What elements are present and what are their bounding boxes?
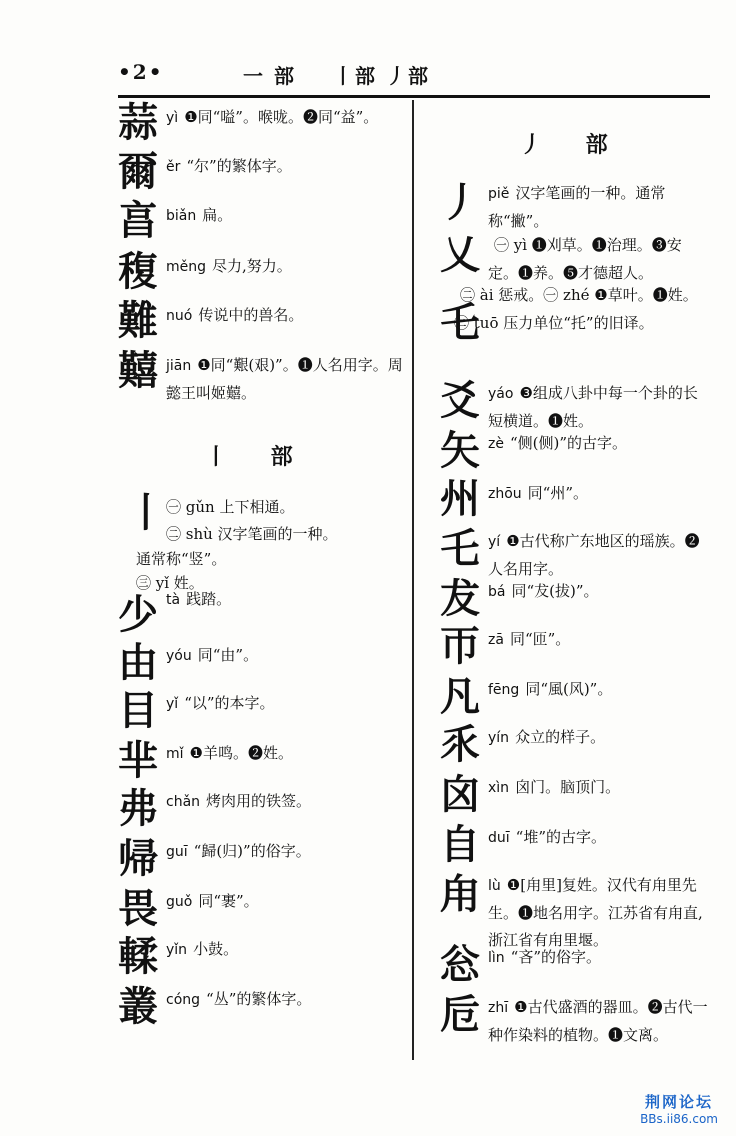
entry-char: 乇 <box>440 526 480 572</box>
entry-char: 弗 <box>118 786 158 832</box>
entry-pinyin: bá <box>488 584 506 600</box>
entry-pinyin: cóng <box>166 992 201 1008</box>
entry-char: 亯 <box>118 198 158 244</box>
entry-definition: ㊀ yì ❶刈草。❶治理。❸安定。❶养。❺才德超人。 <box>488 236 682 282</box>
entry-char: 畏 <box>118 886 158 932</box>
entry-definition: 同“裹”。 <box>198 892 259 910</box>
entry-pinyin: zā <box>488 632 504 648</box>
entry-char: 難 <box>118 298 158 344</box>
entry-pinyin: guǒ <box>166 894 193 910</box>
entry-definition: ❶同“嗌”。喉咙。❷同“益”。 <box>184 108 379 126</box>
entry-definition: 同“州”。 <box>527 484 589 502</box>
entry-definition: 众立的样子。 <box>515 728 606 746</box>
entry-char: 囟 <box>440 772 480 818</box>
entry-pinyin: tà <box>166 592 181 608</box>
entry-definition: “尔”的繁体字。 <box>186 157 292 175</box>
entry-definition: 囟门。脑顶门。 <box>515 778 621 796</box>
page-number: •2• <box>118 60 164 84</box>
section-title-pie: 丿 部 <box>520 132 626 158</box>
entry-pinyin: yáo <box>488 386 514 402</box>
entry-pinyin: xìn <box>488 780 510 796</box>
entry-pinyin: piě <box>488 186 510 202</box>
entry-pinyin: lù <box>488 878 501 894</box>
entry-definition: ㊁ shù 汉字笔画的一种。 <box>166 525 338 543</box>
section-title-gun: 丨 部 <box>205 444 311 470</box>
entry-definition: 同“由”。 <box>197 646 259 664</box>
entry-pinyin: yóu <box>166 648 192 664</box>
entry-pinyin: duī <box>488 830 510 846</box>
entry-pinyin: nuó <box>166 308 193 324</box>
column-divider <box>412 100 414 1060</box>
entry-definition: ❶羊鸣。❷姓。 <box>189 744 293 762</box>
entry-definition: 同“犮(拔)”。 <box>511 582 599 600</box>
entry-pinyin: jiān <box>166 358 192 374</box>
entry-char: 芈 <box>118 738 158 784</box>
entry-char: 卮 <box>440 992 480 1038</box>
entry-char: 叢 <box>118 984 158 1030</box>
entry-definition: “侧(侧)”的古字。 <box>509 434 628 452</box>
entry-pinyin: zhōu <box>488 486 522 502</box>
entry-definition: “丛”的繁体字。 <box>206 990 312 1008</box>
entry-definition: ㊁ ài 惩戒。㊀ zhé ❶草叶。❶姓。㊁ tuō 压力单位“托”的旧译。 <box>454 286 698 332</box>
entry-pinyin: zhī <box>488 1000 509 1016</box>
entry-definition: 小鼓。 <box>193 940 239 958</box>
entry-pinyin: chǎn <box>166 794 201 810</box>
entry-definition: 传说中的兽名。 <box>198 306 304 324</box>
entry-definition: ❶古代盛酒的器皿。❷古代一种作染料的植物。❶文离。 <box>488 998 708 1044</box>
entry-definition: “堆”的古字。 <box>515 828 606 846</box>
watermark-title: 荆网论坛 <box>645 1093 714 1111</box>
entry-definition: ❶[甪里]复姓。汉代有甪里先生。❶地名用字。江苏省有甪直,浙江省有甪里堰。 <box>488 876 703 949</box>
entry-definition: ❶古代称广东地区的瑶族。❷人名用字。 <box>488 532 700 578</box>
entry-char: 囏 <box>118 348 158 394</box>
entry-char: 矢 <box>440 428 480 474</box>
entry-char: 自 <box>440 822 480 868</box>
entry-pinyin: ěr <box>166 159 181 175</box>
entry-pinyin: guī <box>166 844 188 860</box>
entry-pinyin: biǎn <box>166 208 197 224</box>
entry-definition: ㊀ gǔn 上下相通。 <box>166 498 295 516</box>
watermark-url: BBs.ii86.com <box>640 1112 718 1126</box>
entry-definition: 扁。 <box>202 206 233 224</box>
entry-char: 稪 <box>118 249 158 295</box>
entry-definition: ❸组成八卦中每一个卦的长短横道。❶姓。 <box>488 384 698 430</box>
entry-definition: “吝”的俗字。 <box>510 948 601 966</box>
entry-char: 帰 <box>118 836 158 882</box>
entry-char: 乇 <box>440 300 480 346</box>
entry-char: 凡 <box>440 674 480 720</box>
entry-definition: ❶同“艱(艰)”。❶人名用字。周懿王叫姬囏。 <box>166 356 403 402</box>
entry-pinyin: yí <box>488 534 501 550</box>
entry-char: 犮 <box>440 576 480 622</box>
entry-char: 乑 <box>440 722 480 768</box>
entry-char: 由 <box>118 640 158 686</box>
entry-pinyin: yǐ <box>166 696 179 712</box>
entry-definition: “以”的本字。 <box>184 694 275 712</box>
entry-definition: 烤肉用的铁签。 <box>206 792 312 810</box>
entry-char: 忩 <box>440 942 480 988</box>
entry-definition: 通常称“竖”。 <box>136 550 227 568</box>
entry-definition: 同“風(风)”。 <box>525 680 613 698</box>
header-title-right: 丨部 丿部 <box>333 64 430 88</box>
entry-pinyin: fēng <box>488 682 520 698</box>
entry-char: 丨 <box>126 490 166 536</box>
entry-pinyin: zè <box>488 436 504 452</box>
entry-definition: 践踏。 <box>186 590 232 608</box>
header-rule <box>118 95 710 98</box>
entry-pinyin: mǐ <box>166 746 184 762</box>
entry-char: 帀 <box>440 624 480 670</box>
entry-char: 目 <box>118 688 158 734</box>
entry-pinyin: yǐn <box>166 942 188 958</box>
entry-pinyin: měng <box>166 259 207 275</box>
entry-char: 爻 <box>440 378 480 424</box>
entry-char: 丿 <box>440 180 480 226</box>
entry-char: 少 <box>118 592 158 638</box>
entry-pinyin: yì <box>166 110 179 126</box>
entry-char: 州 <box>440 476 480 522</box>
entry-pinyin: yín <box>488 730 510 746</box>
entry-definition: 尽力,努力。 <box>212 257 292 275</box>
entry-char: 爾 <box>118 149 158 195</box>
entry-char: 乂 <box>440 232 480 278</box>
watermark <box>640 1091 718 1126</box>
entry-char: 輮 <box>118 934 158 980</box>
entry-pinyin: lìn <box>488 950 505 966</box>
entry-definition: ㊂ yǐ 姓。 <box>136 574 204 592</box>
entry-char: 蒜 <box>118 100 158 146</box>
entry-definition: 汉字笔画的一种。通常称“撇”。 <box>488 184 666 230</box>
entry-char: 甪 <box>440 872 480 918</box>
header-title-left: 一 部 <box>243 64 296 88</box>
entry-definition: 同“匝”。 <box>509 630 571 648</box>
entry-definition: “歸(归)”的俗字。 <box>193 842 311 860</box>
